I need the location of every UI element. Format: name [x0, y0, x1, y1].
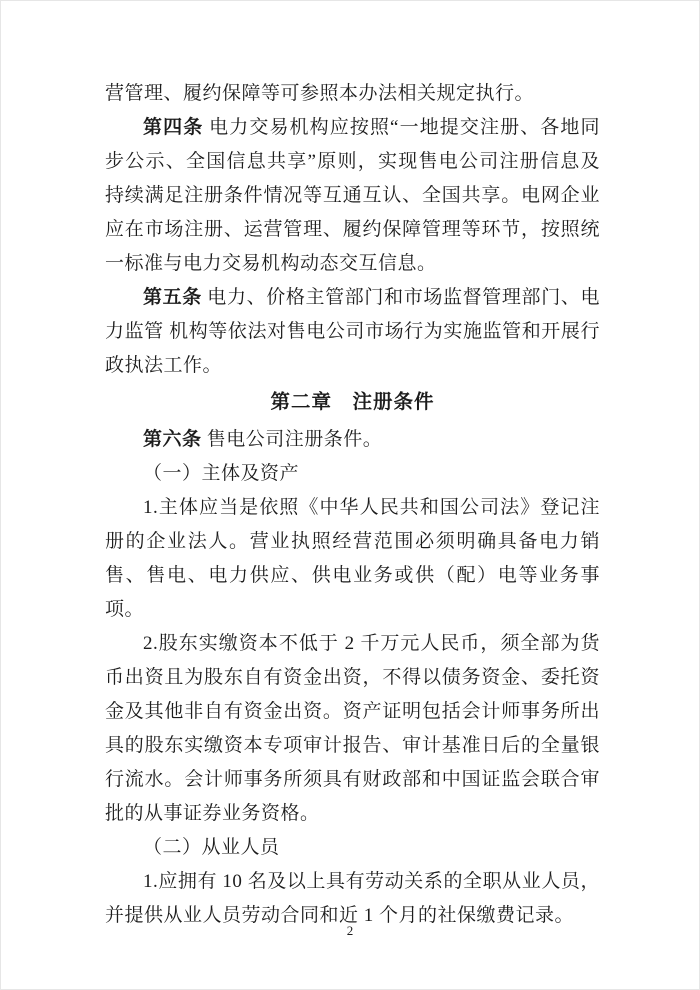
page-number: 2 — [346, 923, 354, 938]
assets-item-1-paragraph — [105, 491, 600, 627]
staff-item-1-text: 1.应拥有 10 名及以上具有劳动关系的全职从业人员，并提供从业人员劳动合同和近 1 个月的社保缴费记录。 — [105, 871, 600, 926]
clause-4-paragraph — [105, 111, 600, 281]
clause-4-label: 第四条 — [143, 117, 204, 138]
clause-5-paragraph — [105, 281, 600, 383]
assets-item-2-paragraph — [105, 627, 600, 831]
clause-6-text: 售电公司注册条件。 — [201, 429, 383, 450]
clause-5-label: 第五条 — [143, 287, 202, 308]
section-1-assets-heading — [105, 457, 600, 491]
section-2-staff-text: （二）从业人员 — [143, 837, 280, 858]
continuation-paragraph — [105, 77, 600, 111]
assets-item-1-text: 1.主体应当是依照《中华人民共和国公司法》登记注册的企业法人。营业执照经营范围必须明确具备电力销售、售电、电力供应、供电业务或供（配）电等业务事项。 — [105, 497, 600, 620]
chapter-heading: 第二章 注册条件 — [270, 392, 435, 413]
section-1-assets-text: （一）主体及资产 — [143, 463, 300, 484]
continuation-text: 营管理、履约保障等可参照本办法相关规定执行。 — [105, 83, 535, 104]
assets-item-2-text: 2.股东实缴资本不低于 2 千万元人民币，须全部为货币出资且为股东自有资金出资，不得以债务资金、委托资金及其他非自有资金出资。资产证明包括会计师事务所出具的股东实缴资本专项审计报告、审计基准日后的全量银行流水。会计师事务所须具有财政部和中国证监会联合审批的从事证券业务资格。 — [105, 633, 600, 824]
section-2-staff-heading — [105, 831, 600, 865]
clause-6-label: 第六条 — [143, 429, 202, 450]
clause-6-paragraph — [105, 423, 600, 457]
clause-4-text: 电力交易机构应按照“一地提交注册、各地同步公示、全国信息共享”原则，实现售电公司注册信息及持续满足注册条件情况等互通互认、全国共享。电网企业应在市场注册、运营管理、履约保障管理等环节，按照统一标准与电力交易机构动态交互信息。 — [105, 117, 600, 274]
clause-5-text: 电力、价格主管部门和市场监督管理部门、电力监管 机构等依法对售电公司市场行为实施监管和开展行政执法工作。 — [105, 287, 600, 376]
